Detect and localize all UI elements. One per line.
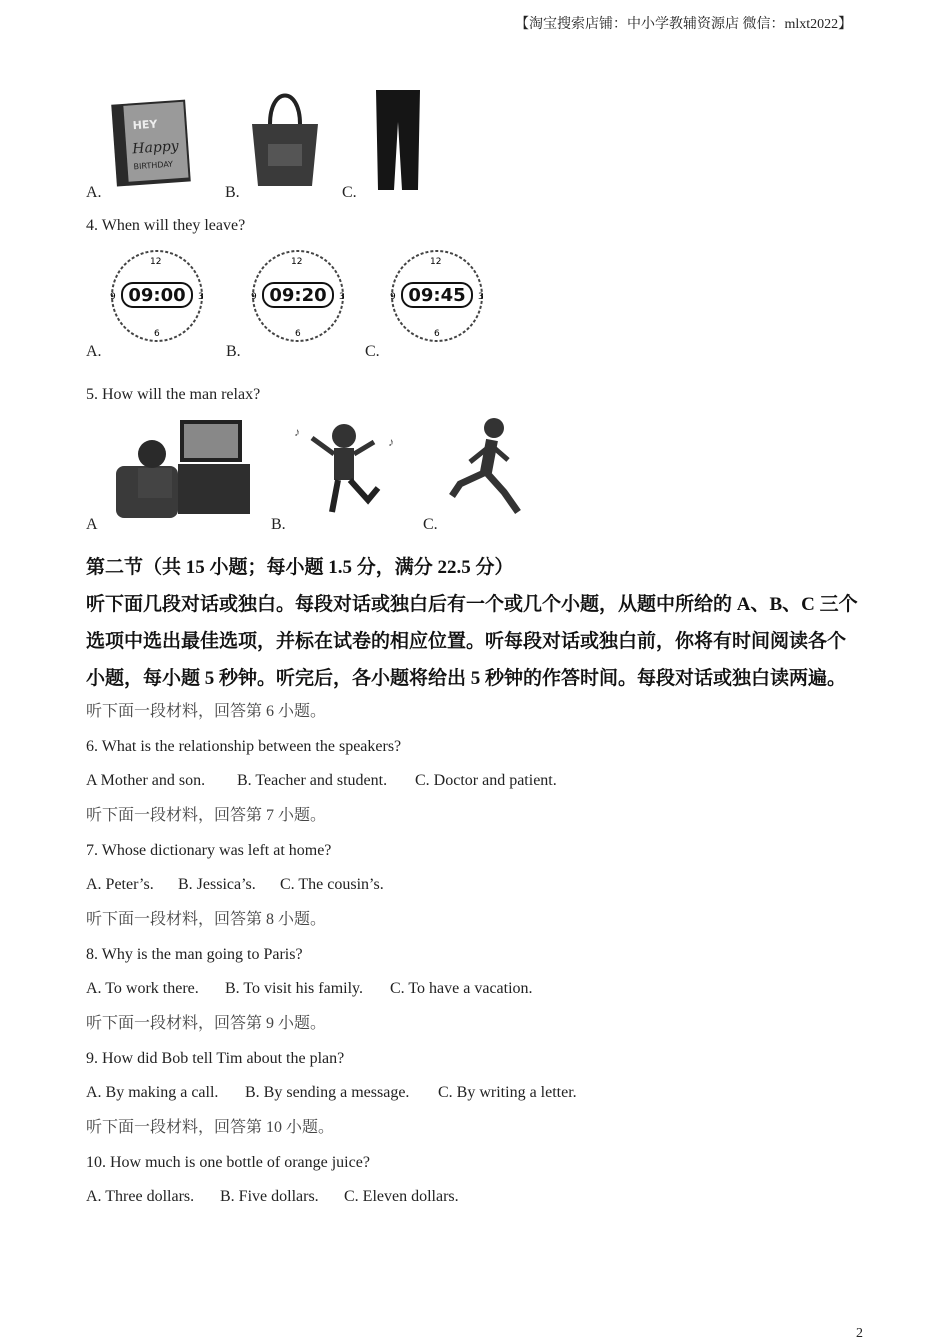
q7-question: 7. Whose dictionary was left at home?	[86, 842, 332, 859]
card-happy: Happy	[131, 138, 180, 158]
q6-option-c[interactable]: C. Doctor and patient.	[415, 772, 557, 789]
page-header: 【淘宝搜索店铺：中小学教辅资源店 微信：mlxt2022】	[515, 17, 853, 32]
q9-option-b[interactable]: B. By sending a message.	[245, 1084, 410, 1101]
clock-c-image	[386, 248, 488, 344]
svg-text:6: 6	[154, 329, 160, 339]
section-title: 第二节（共 15 小题；每小题 1.5 分，满分 22.5 分）	[86, 557, 514, 578]
svg-text:♪: ♪	[294, 425, 300, 439]
q9-lead: 听下面一段材料，回答第 9 小题。	[86, 1015, 327, 1032]
clock-b-image	[247, 248, 349, 344]
q10-option-b[interactable]: B. Five dollars.	[220, 1188, 319, 1205]
q5-question: 5. How will the man relax?	[86, 386, 261, 403]
q10-option-a[interactable]: A. Three dollars.	[86, 1188, 195, 1205]
q8-lead: 听下面一段材料，回答第 8 小题。	[86, 911, 327, 928]
svg-text:3: 3	[198, 292, 204, 302]
svg-text:6: 6	[434, 329, 440, 339]
q8-question: 8. Why is the man going to Paris?	[86, 946, 303, 963]
q4-option-b[interactable]: B.	[226, 343, 241, 360]
instructions-line-3: 小题，每小题 5 秒钟。听完后，各小题将给出 5 秒钟的作答时间。每段对话或独白读两遍。	[86, 668, 847, 689]
svg-text:9: 9	[390, 292, 396, 302]
clock-a-image	[106, 248, 208, 344]
clock-c-time: 09:45	[408, 285, 466, 306]
q10-option-c[interactable]: C. Eleven dollars.	[344, 1188, 459, 1205]
svg-text:12: 12	[430, 257, 442, 267]
q8-option-a[interactable]: A. To work there.	[86, 980, 199, 997]
running-image	[446, 416, 532, 520]
svg-text:12: 12	[291, 257, 303, 267]
q8-option-b[interactable]: B. To visit his family.	[225, 980, 363, 997]
card-hey: HEY	[132, 117, 158, 133]
svg-text:♪: ♪	[388, 435, 394, 449]
clock-b-time: 09:20	[269, 285, 327, 306]
q5-option-c[interactable]: C.	[423, 516, 438, 533]
q4-question: 4. When will they leave?	[86, 217, 246, 234]
q6-question: 6. What is the relationship between the speakers?	[86, 738, 402, 755]
q8-option-c[interactable]: C. To have a vacation.	[390, 980, 533, 997]
q4-option-c[interactable]: C.	[365, 343, 380, 360]
birthday-card-image	[110, 96, 195, 191]
q10-question: 10. How much is one bottle of orange juice?	[86, 1154, 370, 1171]
q5-option-a[interactable]: A	[86, 516, 98, 533]
q7-option-a[interactable]: A. Peter’s.	[86, 876, 154, 893]
q4-option-a[interactable]: A.	[86, 343, 102, 360]
q3-option-b[interactable]: B.	[225, 184, 240, 201]
card-birthday: BIRTHDAY	[133, 159, 174, 172]
q9-option-a[interactable]: A. By making a call.	[86, 1084, 219, 1101]
q3-option-c[interactable]: C.	[342, 184, 357, 201]
svg-text:9: 9	[251, 292, 257, 302]
q10-lead: 听下面一段材料，回答第 10 小题。	[86, 1119, 335, 1136]
q6-option-a[interactable]: A Mother and son.	[86, 772, 206, 789]
q3-option-a[interactable]: A.	[86, 184, 102, 201]
svg-text:9: 9	[110, 292, 116, 302]
q9-question: 9. How did Bob tell Tim about the plan?	[86, 1050, 345, 1067]
tote-bag-image	[248, 82, 322, 192]
q5-option-b[interactable]: B.	[271, 516, 286, 533]
instructions-line-2: 选项中选出最佳选项，并标在试卷的相应位置。听每段对话或独白前，你将有时间阅读各个	[86, 631, 847, 652]
svg-text:3: 3	[478, 292, 484, 302]
dancing-image	[290, 420, 400, 516]
q7-option-b[interactable]: B. Jessica’s.	[178, 876, 256, 893]
q6-lead: 听下面一段材料，回答第 6 小题。	[86, 703, 327, 720]
watching-tv-image	[112, 418, 258, 520]
page-number: 2	[856, 1326, 863, 1341]
svg-text:12: 12	[150, 257, 162, 267]
q7-option-c[interactable]: C. The cousin’s.	[280, 876, 384, 893]
q7-lead: 听下面一段材料，回答第 7 小题。	[86, 807, 327, 824]
svg-text:3: 3	[339, 292, 345, 302]
svg-text:6: 6	[295, 329, 301, 339]
instructions-line-1: 听下面几段对话或独白。每段对话或独白后有一个或几个小题，从题中所给的 A、B、C 三个	[86, 594, 858, 615]
clock-a-time: 09:00	[128, 285, 186, 306]
q6-option-b[interactable]: B. Teacher and student.	[237, 772, 388, 789]
trousers-image	[372, 88, 424, 194]
q9-option-c[interactable]: C. By writing a letter.	[438, 1084, 577, 1101]
